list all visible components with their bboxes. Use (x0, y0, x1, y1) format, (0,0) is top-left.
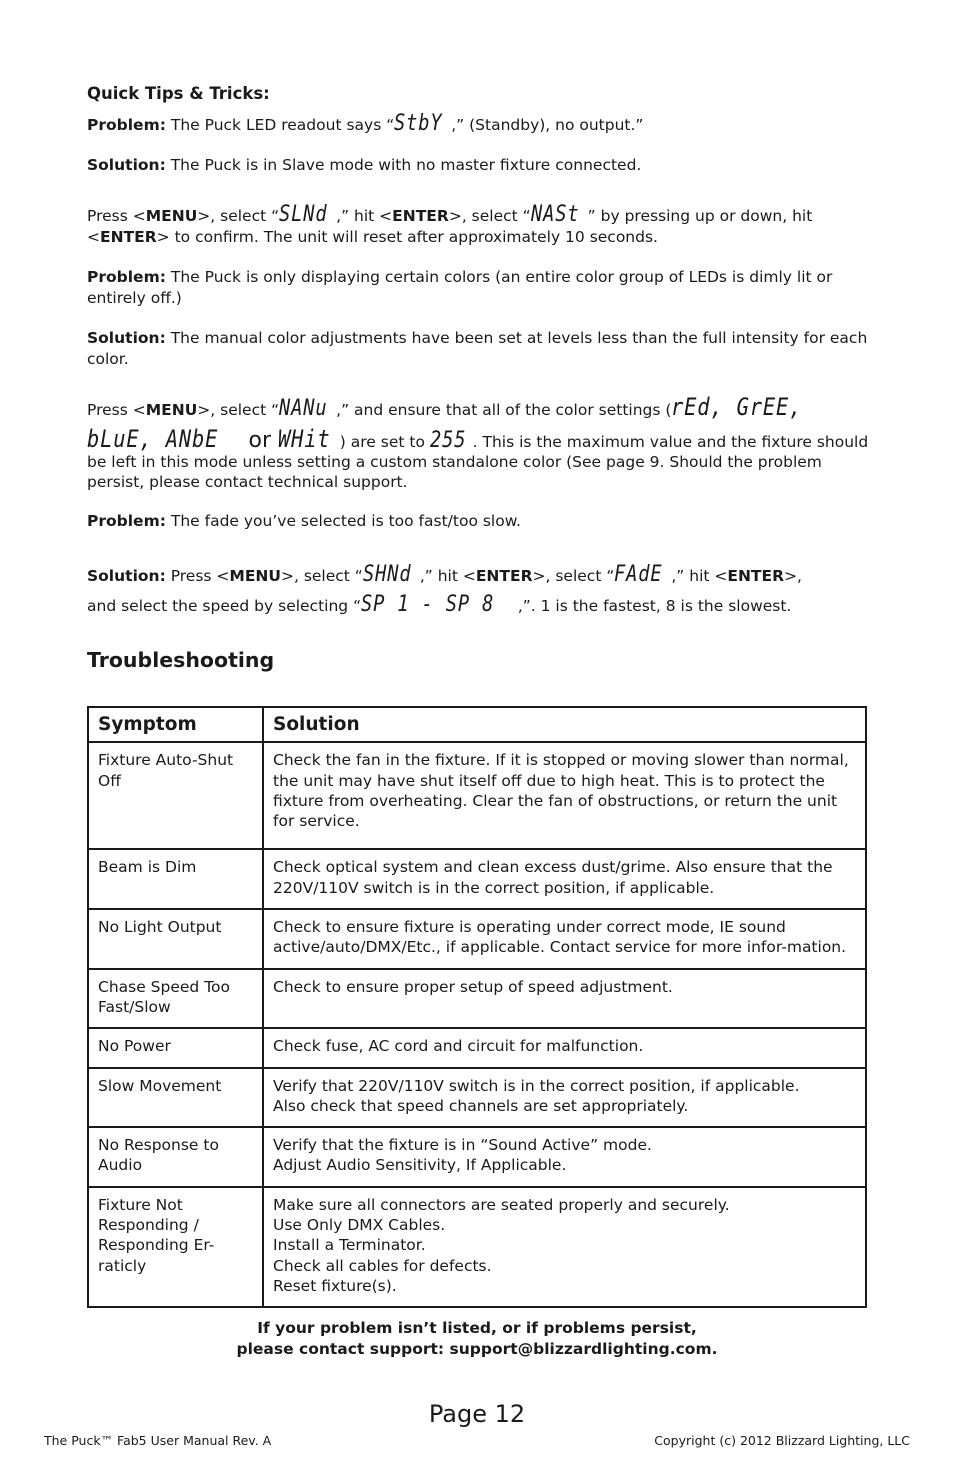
led-readout: StbY (394, 111, 443, 136)
text: >, select “ (280, 567, 363, 585)
text: Press < (87, 207, 146, 225)
table-header-row (88, 707, 866, 742)
solution-cell: Check to ensure proper setup of speed adjustment. (263, 969, 866, 1029)
solution-cell: Check fuse, AC cord and circuit for malfunction. (263, 1028, 866, 1067)
symptom-cell: No Light Output (88, 909, 263, 969)
solution-1 (87, 155, 877, 176)
text: The Puck is in Slave mode with no master fixture connected. (165, 156, 642, 174)
text: >, select “ (197, 207, 280, 225)
text: ,” hit < (671, 567, 728, 585)
text: The Puck LED readout says “ (165, 116, 395, 134)
problem-label: Problem: (87, 268, 166, 286)
led-readout: SLNd (279, 202, 328, 227)
enter-key: ENTER (727, 567, 785, 585)
text: The Puck is only displaying certain colors (an entire color group of LEDs is dimly lit or entirely off.) (87, 268, 833, 307)
symptom-cell: Chase Speed Too Fast/Slow (88, 969, 263, 1029)
led-readout: rEd, GrEE, (671, 393, 803, 421)
solution-3 (87, 561, 877, 621)
led-readout: SP 1 - SP 8 (361, 592, 495, 617)
steps-text (87, 425, 877, 492)
text: Press < (87, 401, 146, 419)
solution-cell: Check optical system and clean excess dust/grime. Also ensure that the 220V/110V switch is in the correct position, if applicable. (263, 849, 866, 909)
text: ,” and ensure that all of the color settings ( (336, 401, 672, 419)
solution-label: Solution: (87, 329, 166, 347)
text: >, select “ (532, 567, 615, 585)
problem-1 (87, 111, 877, 136)
led-readout: SHNd (362, 562, 412, 587)
table-row (88, 1187, 866, 1307)
text: The fade you’ve selected is too fast/too slow. (165, 512, 521, 530)
quick-tips-title (87, 84, 877, 105)
led-readout: WHit (278, 425, 331, 453)
symptom-cell: No Power (88, 1028, 263, 1067)
text: The manual color adjustments have been set at levels less than the full intensity for each color. (87, 329, 868, 368)
text: ,”. 1 is the fastest, 8 is the slowest. (517, 597, 792, 615)
section-heading: Quick Tips & Tricks: (87, 84, 270, 103)
led-readout: FAdE (614, 562, 663, 587)
text: < (87, 228, 100, 246)
solution-1-steps (87, 202, 877, 248)
troubleshooting-title (87, 650, 877, 671)
text: ,” hit < (419, 567, 476, 585)
solution-cell: Check the fan in the fixture. If it is stopped or moving slower than normal, the unit may have shut itself off due to high heat. This is to protect the fixture from overheating. Clear the fan of obstructions, or return the unit for service. (263, 742, 866, 849)
text: >, select “ (448, 207, 531, 225)
table-row (88, 1127, 866, 1187)
footer-copyright: Copyright (c) 2012 Blizzard Lighting, LLC (654, 1433, 910, 1448)
text: ” by pressing up or down, hit (587, 207, 813, 225)
menu-key: MENU (229, 567, 281, 585)
led-readout: NANu (279, 396, 328, 421)
led-readout: 255 (429, 428, 467, 453)
symptom-cell: Fixture Not Responding / Responding Er-raticly (88, 1187, 263, 1307)
text: and select the speed by selecting “ (87, 597, 362, 615)
solution-cell: Verify that the fixture is in “Sound Active” mode. Adjust Audio Sensitivity, If Applicable. (263, 1127, 866, 1187)
text: > to confirm. The unit will reset after approximately 10 seconds. (156, 228, 658, 246)
menu-key: MENU (145, 401, 198, 419)
problem-2 (87, 267, 877, 308)
table-row (88, 1068, 866, 1128)
enter-key: ENTER (392, 207, 449, 225)
text: ,” hit < (336, 207, 393, 225)
text: ,” (Standby), no output.” (451, 116, 644, 134)
solution-cell: Check to ensure fixture is operating under correct mode, IE sound active/auto/DMX/Etc., if applicable. Contact service for more infor-mation. (263, 909, 866, 969)
text: Press < (165, 567, 230, 585)
menu-key: MENU (145, 207, 198, 225)
table-row (88, 909, 866, 969)
troubleshooting-table (87, 706, 867, 1308)
symptom-cell: Fixture Auto-Shut Off (88, 742, 263, 849)
support-note (87, 1318, 867, 1359)
table-row (88, 1028, 866, 1067)
text: ) are set to (339, 433, 430, 451)
problem-label: Problem: (87, 116, 166, 134)
text: >, select “ (197, 401, 280, 419)
solution-label: Solution: (87, 156, 166, 174)
solution-2-steps (87, 393, 877, 492)
page-number: Page 12 (428, 1400, 526, 1428)
solution-cell: Verify that 220V/110V switch is in the correct position, if applicable. Also check that speed channels are set appropriately. (263, 1068, 866, 1128)
problem-label: Problem: (87, 512, 166, 530)
symptom-cell: Slow Movement (88, 1068, 263, 1128)
symptom-cell: Beam is Dim (88, 849, 263, 909)
led-readout: NASt (530, 202, 580, 227)
column-header-solution: Solution (263, 707, 866, 742)
footer-manual-title: The Puck™ Fab5 User Manual Rev. A (44, 1433, 272, 1448)
led-readout: bLuE, ANbE (87, 425, 219, 453)
support-note-line: If your problem isn’t listed, or if problems persist, (257, 1319, 697, 1337)
enter-key: ENTER (475, 567, 533, 585)
table-row (88, 969, 866, 1029)
solution-cell: Make sure all connectors are seated properly and securely. Use Only DMX Cables. Install a Terminator. Check all cables for defects. Reset fixture(s). (263, 1187, 866, 1307)
column-header-symptom: Symptom (88, 707, 263, 742)
support-note-line: please contact support: support@blizzardlighting.com. (236, 1339, 718, 1358)
solution-2 (87, 328, 877, 369)
text: . This is the maximum value and the fixture should be left in this mode unless setting a custom standalone color (See page 9. Should the problem persist, please contact technical support. (87, 433, 869, 491)
text: >, (784, 567, 802, 585)
symptom-cell: No Response to Audio (88, 1127, 263, 1187)
section-heading: Troubleshooting (87, 648, 275, 672)
table-row (88, 742, 866, 849)
table-row (88, 849, 866, 909)
solution-label: Solution: (87, 567, 166, 585)
problem-3 (87, 511, 877, 532)
text: or (241, 428, 278, 453)
enter-key: ENTER (100, 228, 157, 246)
